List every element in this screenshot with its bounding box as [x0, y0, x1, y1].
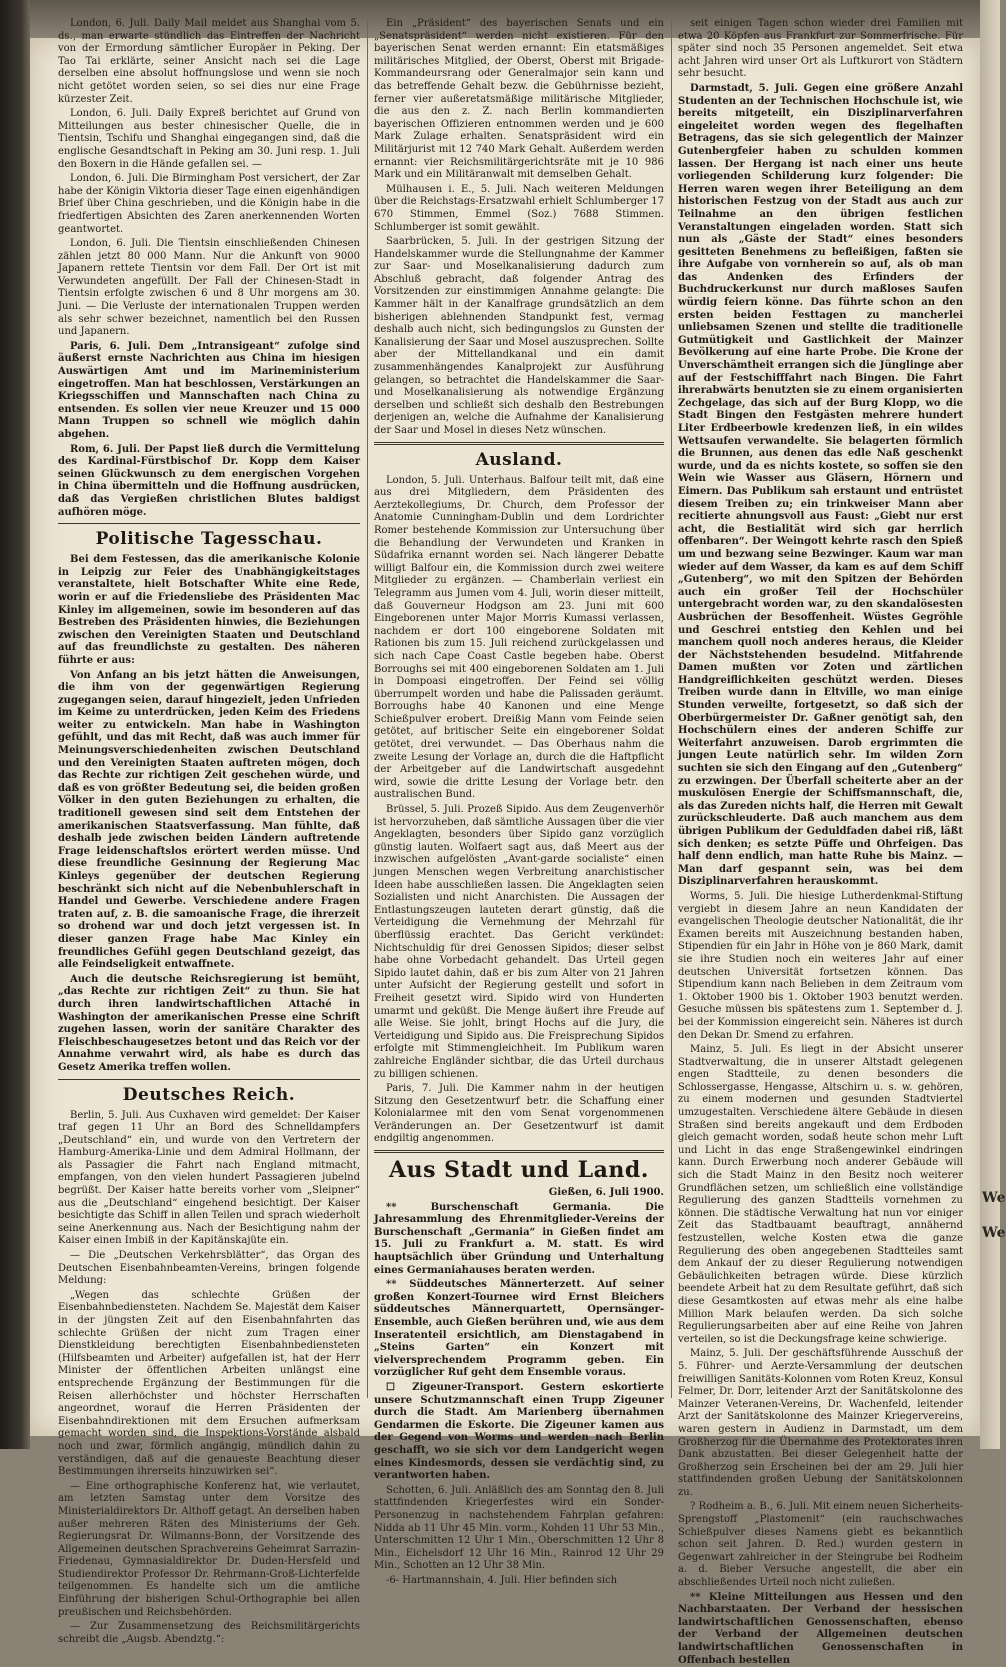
news-item: -6- Hartmannshain, 4. Juli. Hier befinden sich	[386, 1574, 618, 1586]
news-item: — Zur Zusammensetzung des Reichsmilitärgerichts schreibt die „Augsb. Abendztg.“:	[58, 1621, 360, 1645]
news-item: London, 6. Juli. Die Tientsin einschließenden Chinesen zählen jetzt 80 000 Mann. Nur die Ankunft von 9000 Japanern rettete Tientsin vor dem Fall. Der Ort ist mit Verwundeten angefüllt. Der Fall der Chinesen-Stadt in Tientsin erfolgte zwischen 6 und 8 Uhr morgens am 30. Juni. — Die Verluste der internationalen Truppen werden als sehr schwer bezeichnet, namentlich bei den Russen und Japanern.	[58, 238, 360, 338]
news-item: Berlin, 5. Juli. Aus Cuxhaven wird gemeldet: Der Kaiser traf gegen 11 Uhr an Bord des Schnelldampfers „Deutschland“ ein, und wurde von den Vertretern der Hamburg-Amerika-Linie und dem Admiral Hollmann, der als Passagier die Fahrt nach England mitmacht, empfangen, von den vielen hundert Passagieren jubelnd begrüßt. Der Kaiser hatte bereits vorher vom „Sleipner“ aus die „Deutschland“ eingehend besichtigt. Der Kaiser besichtigte das Schiff in allen Teilen und sprach wiederholt seine Anerkennung aus. Nach der Besichtigung nahm der Kaiser einen Imbiß in der Kapitänskajüte ein.	[58, 1109, 360, 1247]
column-rule	[367, 18, 368, 1398]
section-headline-ausland: Ausland.	[475, 449, 563, 470]
news-item: Mainz, 5. Juli. Es liegt in der Absicht unserer Stadtverwaltung, die in unserer Altstadt gelegenen engen Stadtteile, zu denen besonders die Schlossergasse, Hengasse, Altschirn u. s. w. gehören, zu einem modernen und gesunden Stadtviertel umzugestalten. Verschiedene ältere Gebäude in diesen Straßen sind bereits angekauft und dem Erdboden gleich gemacht worden, sodaß heute schon mehr Luft und Licht in das enge Straßengewinkel eindringen kann. Durch Erwerbung noch anderer Gebäude will sich die Stadt Mainz in den Besitz noch weiterer Grundflächen setzen, um schließlich eine vollständige Regulierung des ganzen Stadtteils vornehmen zu können. Die städtische Verwaltung hat nun vor einiger Zeit das Stadtbauamt beauftragt, annähernd festzustellen, welche Kosten etwa die ganze Regulierung des oben angegebenen Stadtteiles samt dem Ankauf der zu dieser Regulierung notwendigen Gebäulichkeiten betragen würde. Diese kürzlich beendete Arbeit hat zu dem Resultate geführt, daß sich diese Gesamtkosten auf etwas mehr als eine halbe Million Mark belaufen werden. Da sich solche Regulierungsarbeiten aber auf eine Reihe von Jahren verteilen, so ist die Deckungsfrage keine schwierige.	[678, 1044, 963, 1345]
news-item: „Wegen das schlechte Grüßen der Eisenbahnbediensteten. Nachdem Se. Majestät dem Kaiser in der jüngsten Zeit auf den Eisenbahnfahrten das schlechte Grüßen der nicht zum Tragen einer Dienstkleidung berechtigten Eisenbahnbediensteten (Hilfsbeamten und Arbeiter) aufgefallen ist, hat der Herr Minister der öffentlichen Arbeiten unlängst eine entsprechende Ergänzung der Bestimmungen für die Reisen allerhöchster und höchster Herrschaften angeordnet, worauf die Herren Präsidenten der Eisenbahndirektionen mit dem Ersuchen aufmerksam gemacht worden sind, die Inspektions-Vorstände alsbald noch und zwar, förmlich angängig, mündlich dahin zu verständigen, daß auf die genaueste Beachtung dieser Bestimmungen ihrerseits hinzuwirken sei“.	[58, 1289, 360, 1478]
adjacent-page-edge	[980, 0, 1006, 1449]
column-rule	[671, 18, 672, 1398]
column-right	[678, 18, 963, 1666]
news-item: Worms, 5. Juli. Die hiesige Lutherdenkmal-Stiftung vergiebt in diesem Jahre an neun Kandidaten der evangelischen Theologie deutscher Nationalität, die ihr Examen bereits mit Auszeichnung bestanden haben, Stipendien für ein Jahr in Höhe von je 860 Mark, damit sie ihre Studien noch ein weiteres Jahr auf einer deutschen Universität fortsetzen können. Das Stipendium kann nach Belieben in dem Zeitraum vom 1. Oktober 1900 bis 1. Oktober 1903 benutzt werden. Gesuche müssen bis spätestens zum 1. September d. J. bei der Kommission eingereicht sein. Näheres ist durch den Dekan Dr. Smend zu erfahren.	[678, 890, 963, 1041]
section-headline-politische-tagesschau: Politische Tagesschau.	[95, 529, 323, 550]
section-rule	[374, 442, 664, 445]
news-item: Mainz, 5. Juli. Der geschäftsführende Ausschuß der 5. Führer- und Aerzte-Versammlung der deutschen freiwilligen Sanitäts-Kolonnen vom Roten Kreuz, Konsul Felmer, Dr. Dorr, leitender Arzt der Sanitätskolonne des Mainzer Veteranen-Vereins, Dr. Wachenfeld, leitender Arzt der Sanitätskolonne des Mainzer Kriegervereins, waren gestern in Audienz in Darmstadt, um dem Großherzog für die Übernahme des Protektorates ihren Dank abzustatten. Bei dieser Gelegenheit hatte der Großherzog sein Erscheinen bei der am 29. Juli hier stattfindenden großen Uebung der Sanitätskolonnen zu.	[678, 1348, 963, 1498]
news-item: Schotten, 6. Juli. Anläßlich des am Sonntag den 8. Juli stattfindenden Kriegerfestes wird ein Sonder-Personenzug in nachstehendem Fahrplan gefahren: Nidda ab 11 Uhr 45 Min. vorm., Kohden 11 Uhr 53 Min., Unterschmitten 12 Uhr 1 Min., Oberschmitten 12 Uhr 8 Min., Eichelsdorf 12 Uhr 16 Min., Rainrod 12 Uhr 29 Min., Schotten an 12 Uhr 38 Min.	[374, 1484, 664, 1572]
news-item: ? Rodheim a. B., 6. Juli. Mit einem neuen Sicherheits-Sprengstoff „Plastomenit“ (ein rauchschwaches Schießpulver dieses Namens giebt es bekanntlich schon seit Jahren. D. Red.) wurden gestern in Gegenwart zahlreicher in der Steingrube bei Rodheim a. d. Bieber Versuche angestellt, die aber ein abschließendes Urteil noch nicht zuließen.	[678, 1501, 963, 1589]
dateline: Gießen, 6. Juli 1900.	[548, 1187, 664, 1199]
news-item: ** Kleine Mitteilungen aus Hessen und den Nachbarstaaten. Der Verband der hessischen landwirtschaftlichen Genossenschaften, ebenso der Verband der Allgemeinen deutschen landwirtschaftlichen Genossenschaften in Offenbach bestellen	[678, 1591, 963, 1666]
column-left	[58, 18, 360, 1645]
section-headline-deutsches-reich: Deutsches Reich.	[122, 1084, 296, 1105]
section-rule	[58, 1079, 360, 1080]
news-item: Auch die deutsche Reichsregierung ist bemüht, „das Rechte zur richtigen Zeit“ zu thun. Sie hat durch ihren landwirtschaftlichen Attaché in Washington der amerikanischen Presse eine Schrift zugehen lassen, worin der sanitäre Charakter des Fleischbeschaugesetzes betont und das Reich vor der Annahme verwahrt wird, als habe es durch das Gesetz Amerika treffen wollen.	[58, 973, 360, 1073]
column-middle	[374, 18, 664, 1586]
section-rule	[58, 523, 360, 524]
book-spine	[0, 0, 30, 1449]
news-item: Von Anfang an bis jetzt hätten die Anweisungen, die ihm von der gegenwärtigen Regierung zugegangen seien, darauf hingezielt, jeden Unfrieden im Keime zu unterdrücken, jeden Keim des Friedens weiter zu entwickeln. Man habe in Washington gefühlt, und das mit Recht, daß was auch immer für Meinungsverschiedenheiten zwischen Deutschland und den Vereinigten Staaten auftreten mögen, doch das Rechte zur richtigen Zeit geschehen würde, und daß es von größter Bedeutung sei, die beiden großen Völker in den guten Beziehungen zu erhalten, die traditionell gewesen sind seit dem Entstehen der amerikanischen Staatsverfassung. Man fühlte, daß deshalb jede zwischen beiden Ländern auftretende Frage leidenschaftslos erörtert werden müsse. Und diese freundliche Gesinnung der Regierung Mac Kinleys gegenüber der deutschen Regierung beschränkt sich nicht auf die Nebenbuhlerschaft in Handel und Gewerbe. Verschiedene andere Fragen traten auf, z. B. die samoanische Frage, die ihrerzeit so drohend war und doch jetzt vergessen ist. In dieser ganzen Frage habe Mac Kinley ein freundliches Gefühl gegen Deutschland gezeigt, das alle Feindseligkeit entwaffnete.	[58, 669, 360, 971]
news-item: Paris, 6. Juli. Dem „Intransigeant“ zufolge sind äußerst ernste Nachrichten aus China im hiesigen Auswärtigen Amt und im Marineministerium eingetroffen. Man hat beschlossen, Verstärkungen an Kriegsschiffen und Mannschaften nach China zu entsenden. Es sollen vier neue Kreuzer und 15 000 Mann Truppen so schnell wie möglich dahin abgehen.	[58, 340, 360, 440]
news-item: Rom, 6. Juli. Der Papst ließ durch die Vermittelung des Kardinal-Fürstbischof Dr. Kopp dem Kaiser seinen Glückwunsch zu dem energischen Vorgehen in China übermitteln und die Hoffnung ausdrücken, daß das Vergießen christlichen Blutes baldigst aufhören möge.	[58, 443, 360, 518]
news-item: London, 6. Juli. Daily Mail meldet aus Shanghai vom 5. ds., man erwarte stündlich das Eintreffen der Nachricht von der Ermordung sämtlicher Europäer in Peking. Der Tao Tai erklärte, seiner Ansicht nach sei die Lage derselben eine absolut hoffnungslose und wenn sie noch nicht getötet worden seien, so sei dies nur eine Frage kürzester Zeit.	[58, 18, 360, 105]
margin-fragment: We	[982, 1225, 1006, 1241]
news-item: Bei dem Festessen, das die amerikanische Kolonie in Leipzig zur Feier des Unabhängigkeitstages veranstaltete, hielt Botschafter White eine Rede, worin er auf die Friedensliebe des Präsidenten Mac Kinley im allgemeinen, sowie im besonderen auf das Bestreben des Präsidenten hinwies, die Beziehungen zwischen den Vereinigten Staaten und Deutschland auf das freundlichste zu gestalten. Des näheren führte er aus:	[58, 554, 360, 666]
news-item: ☐ Zigeuner-Transport. Gestern eskortierte unsere Schutzmannschaft einen Trupp Zigeuner durch die Stadt. Am Marienberg übernahmen Gendarmen die Eskorte. Die Zigeuner kamen aus der Gegend von Worms und werden nach Berlin geschafft, wo sie sich vor dem Landgericht wegen eines Kindesmords, dessen sie verdächtig sind, zu verantworten haben.	[374, 1381, 664, 1482]
margin-fragment: We	[982, 1190, 1006, 1206]
section-headline-aus-stadt-und-land: Aus Stadt und Land.	[389, 1157, 649, 1184]
news-item: Mülhausen i. E., 5. Juli. Nach weiteren Meldungen über die Reichstags-Ersatzwahl erhielt Schlumberger 17 670 Stimmen, Emmel (Soz.) 7688 Stimmen. Schlumberger ist somit gewählt.	[374, 183, 664, 233]
news-item: Ein „Präsident“ des bayerischen Senats und ein „Senatspräsident“ werden nicht existieren. Für den bayerischen Senat werden ernannt: Ein etatsmäßiges militärisches Mitglied, der Oberst, Oberst mit Brigade-Kommandeursrang oder Generalmajor sein kann und das betreffende Gehalt bezw. die Gebührnisse bezieht, ferner vier außeretatsmäßige militärische Mitglieder, die aus den z. Z. nach Berlin kommandierten bayerischen Offizieren entnommen werden und je 600 Mark Zulage erhalten. Senatspräsident wird ein Militärjurist mit 12 740 Mark Gehalt. Außerdem werden ernannt: vier Reichsmilitärgerichtsräte mit je 10 986 Mark und ein Militäranwalt mit demselben Gehalt.	[374, 18, 664, 181]
news-item: — Eine orthographische Konferenz hat, wie verlautet, am letzten Samstag unter dem Vorsitze des Ministerialdirektors Dr. Althoff getagt. An derselben haben außer mehreren Räten des Ministeriums der Geh. Regierungsrat Dr. Wilmanns-Bonn, der Vorsitzende des Allgemeinen deutschen Sprachvereins Geheimrat Sarrazin-Friedenau, Gymnasialdirektor Dr. Duden-Hersfeld und Studiendirektor Professor Dr. Rehrmann-Groß-Lichterfelde teilgenommen. Es handelte sich um die amtliche Einführung der bisherigen Schul-Orthographie bei allen preußischen und Reichsbehörden.	[58, 1480, 360, 1618]
news-item: Darmstadt, 5. Juli. Gegen eine größere Anzahl Studenten an der Technischen Hochschule ist, wie bereits mitgeteilt, ein Disziplinarverfahren eingeleitet worden wegen des flegelhaften Betragens, das sie sich gelegentlich der Mainzer Gutenbergfeier haben zu schulden kommen lassen. Der Hergang ist nach einer uns heute vorliegenden Schilderung kurz folgender: Die Herren waren wegen ihrer Beteiligung an dem historischen Festzug von der Stadt aus auch zur Teilnahme an den übrigen festlichen Veranstaltungen eingeladen worden. Statt sich nun als „Gäste der Stadt“ eines besonders gesitteten Benehmens zu befleißigen, faßten sie ihre Aufgabe von vornherein so auf, als ob man das Andenken des Erfinders der Buchdruckerkunst nur durch maßloses Saufen würdig feiern könne. Das führte schon an den ersten beiden Festtagen zu mancherlei unliebsamen Szenen und stellte die traditionelle Gutmütigkeit und Gastlichkeit der Mainzer Bevölkerung auf eine harte Probe. Die Krone der Unverschämtheit errangen sich die Jünglinge aber auf der Festschifffahrt nach Bingen. Die Fahrt ihrerabwärts benutzten sie zu einem organisierten Zechgelage, das sich auf der Burg Klopp, wo die Stadt Bingen den Festgästen mehrere hundert Liter Erdbeerbowle kredenzen ließ, in ein wildes Wettsaufen verwandelte. Sie belagerten förmlich die Brunnen, aus denen das edle Naß geschenkt wurde, und da es nichts kostete, so soffen sie den Wein wie Wasser aus Gläsern, Hörnern und Eimern. Das Publikum sah erstaunt und entrüstet diesem Treiben zu; ein trinkweiser Mann aber recitierte ahnungsvoll aus Faust: „Giebt nur erst acht, die Bestialität wird sich gar herrlich offenbaren“. Der Weingott kehrte rasch den Spieß um und bezwang seine Bezwinger. Kaum war man wieder auf dem Wasser, da kam es auf dem Schiff „Gutenberg“, wo mit den Spitzen der Behörden auch ein großer Teil der Hochschüler untergebracht worden war, zu den skandalösesten Ausbrüchen der Besoffenheit. Wüstes Gegröhle und Geschrei entstieg den Kehlen und bei manchem quoll noch anderes heraus, die Kleider der Nächststehenden besudelnd. Mitfahrende Damen mußten vor Zoten und zärtlichen Handgreiflichkeiten geschützt werden. Dieses Treiben wurde dann in Eltville, wo man einige Stunden verweilte, fortgesetzt, so daß sich der Oberbürgermeister Dr. Gaßner genötigt sah, den Hochschülern eines der anderen Schiffe zur Weiterfahrt anzuweisen. Darob ergrimmten die jungen Leute natürlich sehr. Im wilden Zorn suchten sie sich den Eingang auf den „Gutenberg“ zu erzwingen. Der Überfall scheiterte aber an der muskulösen Energie der Schiffsmannschaft, die, als das Zureden nichts half, die Herren mit Gewalt zurückschleuderte. Daß auch manchem aus dem übrigen Publikum der Geduldfaden dabei riß, läßt sich denken; es setzte Püffe und Ohrfeigen. Das half denn endlich, man hatte Ruhe bis Mainz. — Man darf gespannt sein, was bei dem Disziplinarverfahren herauskommt.	[678, 82, 963, 888]
news-item: — Die „Deutschen Verkehrsblätter“, das Organ des Deutschen Eisenbahnbeamten-Vereins, bringen folgende Meldung:	[58, 1250, 360, 1287]
news-item: London, 5. Juli. Unterhaus. Balfour teilt mit, daß eine aus drei Mitgliedern, dem Präsidenten des Aerztekollegiums, Dr. Church, dem Professor der Anatomie Cunningham-Dublin und dem Lordrichter Romer bestehende Kommission zur Untersuchung über die Behandlung der Verwundeten und Kranken in Südafrika ernannt worden sei. Nach längerer Debatte willigt Balfour ein, die Kommission durch zwei weitere Mitglieder zu ergänzen. — Chamberlain verliest ein Telegramm aus Jumen vom 4. Juli, worin dieser mitteilt, daß Gouverneur Hodgson am 23. Juni mit 600 Eingeborenen unter Major Morris Kumassi verlassen, nachdem er dort 100 eingeborene Soldaten mit Rationen bis zum 15. Juli reichend zurückgelassen und sich nach Cape Coast Castle begeben habe. Oberst Borroughs sei mit 400 eingeborenen Soldaten am 1. Juli in Dompoasi eingetroffen. Der Feind sei völlig überrumpelt worden und habe die Palissaden geräumt. Borroughs habe 40 Kanonen und eine Menge Schießpulver erobert. Dreißig Mann vom Feinde seien getötet, auf britischer Seite ein eingeborener Soldat getötet, drei verwundet. — Das Oberhaus nahm die zweite Lesung der Vorlage an, durch die die Haftpflicht der Arbeitgeber auf die Landwirtschaft ausgedehnt wird, sowie die dritte Lesung der Vorlage betr. den australischen Bund.	[374, 474, 664, 801]
news-item: Saarbrücken, 5. Juli. In der gestrigen Sitzung der Handelskammer wurde die Stellungnahme der Kammer zur Saar- und Moselkanalisierung dadurch zum Abschluß gebracht, daß folgender Antrag des Vorsitzenden zur einstimmigen Annahme gelangte: Die Kammer hält in der Kanalfrage grundsätzlich an dem bisherigen ablehnenden Standpunkt fest, vermag deshalb auch nicht, sich bedingungslos zu Gunsten der Kanalisierung der Saar und Mosel auszusprechen. Sollte aber der Mittellandkanal und ein damit zusammenhängendes Kanalprojekt zur Ausführung gelangen, so betrachtet die Handelskammer die Saar- und Moselkanalisierung als notwendige Ergänzung derselben und schließt sich deshalb den Bestrebungen derjenigen an, welche die Aufnahme der Kanalisierung der Saar und Mosel in dieses Netz wünschen.	[374, 236, 664, 436]
news-item: Brüssel, 5. Juli. Prozeß Sipido. Aus dem Zeugenverhör ist hervorzuheben, daß sämtliche Aussagen über die vier Angeklagten, besonders über Sipido ganz vorzüglich günstig lauten. Wolfaert sagt aus, daß Meert aus der inzwischen aufgelösten „Avant-garde socialiste“ einen jungen Menschen wegen Verbreitung anarchistischer Ideen habe ausschließen lassen. Die Angeklagten seien Sozialisten und nicht Anarchisten. Die Aussagen der Entlastungszeugen lauteten derart günstig, daß die Verteidigung die Vernehmung der Mehrzahl für überflüssig erachtet. Das Gericht verkündet: Nichtschuldig für drei Genossen Sipidos; dieser selbst habe ohne Vorbedacht gehandelt. Das Urteil gegen Sipido lautet dahin, daß er bis zum Alter von 21 Jahren unter Aufsicht der Regierung gestellt und sofort in Freiheit gesetzt wird. Sipido wird von Hunderten umarmt und geküßt. Die Menge äußert ihre Freude auf alle Weise. Sie johlt, bringt Hochs auf die Jury, die Verteidigung und Sipido aus. Die Freisprechung Sipidos erfolgte mit Stimmengleichheit. Im Publikum waren zahlreiche Engländer sichtbar, die das Urteil durchaus zu billigen schienen.	[374, 804, 664, 1080]
news-item: seit einigen Tagen schon wieder drei Familien mit etwa 20 Köpfen aus Frankfurt zur Sommerfrische. Für später sind noch 35 Personen angemeldet. Seit etwa acht Jahren wird unser Ort als Luftkurort von Städtern sehr besucht.	[678, 18, 963, 80]
news-item: ** Burschenschaft Germania. Die Jahresammlung des Ehrenmitglieder-Vereins der Burschenschaft „Germania“ in Gießen findet am 15. Juli zu Frankfurt a. M. statt. Es wird hauptsächlich über Gründung und Unterhaltung eines Germaniahauses beraten werden.	[374, 1201, 664, 1276]
news-item: ** Süddeutsches Männerterzett. Auf seiner großen Konzert-Tournee wird Ernst Bleichers süddeutsches Männerquartett, Opernsänger-Ensemble, auch Gießen berühren und, wie aus dem Inseratenteil ersichtlich, am Dienstagabend in „Steins Garten“ ein Konzert mit vielversprechendem Programm geben. Ein vorzüglicher Ruf geht dem Ensemble voraus.	[374, 1279, 664, 1379]
news-item: London, 6. Juli. Daily Expreß berichtet auf Grund von Mitteilungen aus bester chinesischer Quelle, die in Tientsin, Tschifu und Shanghai eingegangen sind, daß die englische Gesandtschaft in Peking am 30. Juni resp. 1. Juli den Boxern in die Hände gefallen sei. —	[58, 108, 360, 170]
section-rule	[374, 1150, 664, 1153]
news-item: Paris, 7. Juli. Die Kammer nahm in der heutigen Sitzung den Gesetzentwurf betr. die Schaffung einer Kolonialarmee mit den vom Senat vorgenommenen Veränderungen an. Der Gesetzentwurf ist damit endgiltig angenommen.	[374, 1083, 664, 1145]
news-item: London, 6. Juli. Die Birmingham Post versichert, der Zar habe der Königin Viktoria dieser Tage einen eigenhändigen Brief über China geschrieben, und die Königin habe in die friedfertigen Absichten des Zaren anerkennenden Worten geantwortet.	[58, 173, 360, 235]
